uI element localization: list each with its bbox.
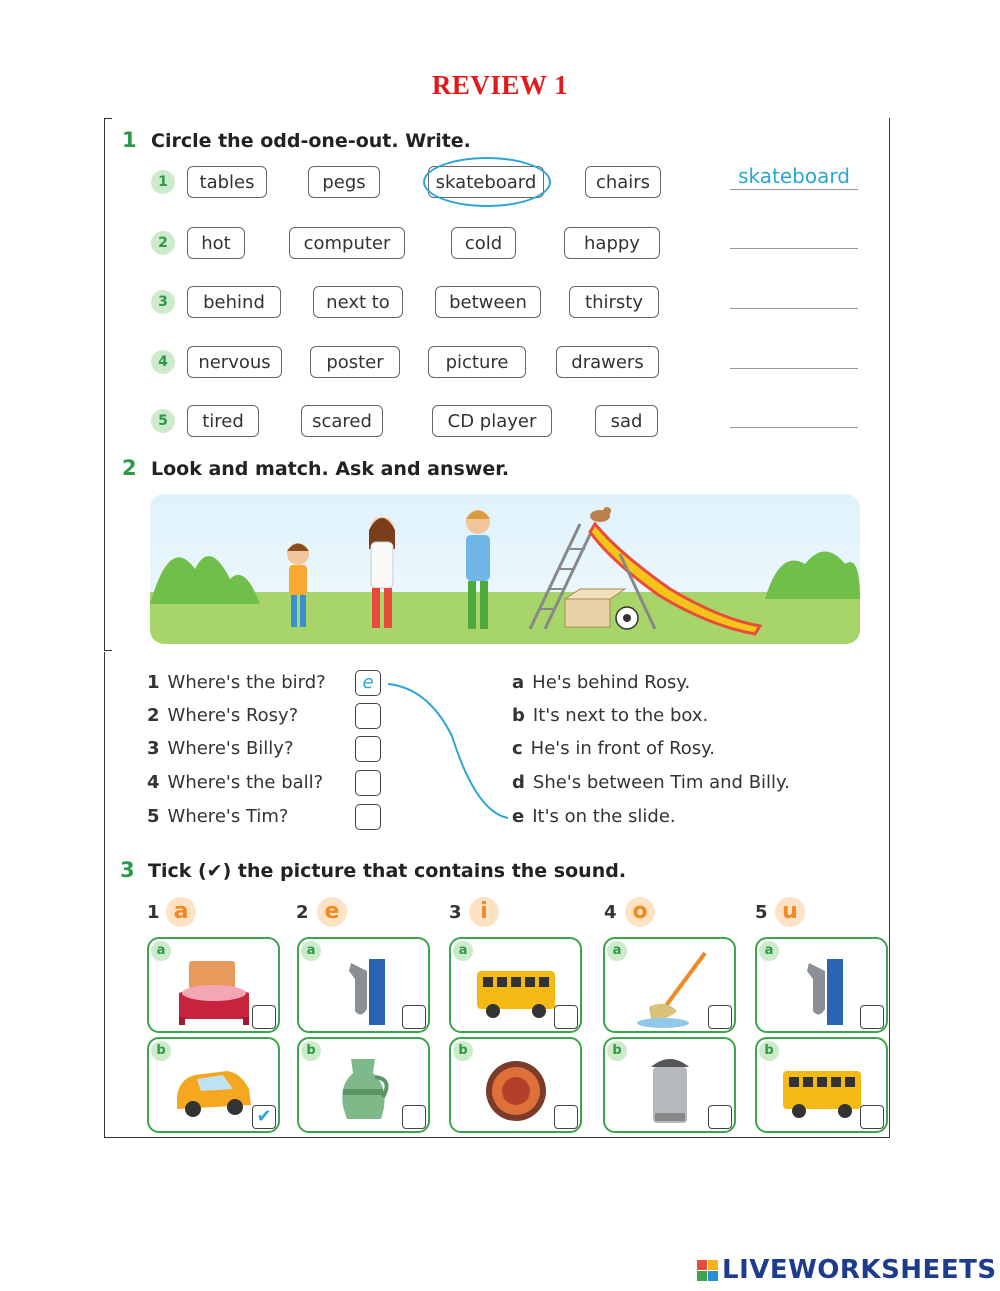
football [616, 607, 638, 629]
tick-box[interactable] [860, 1005, 884, 1029]
word-option[interactable]: skateboard [428, 166, 544, 198]
option-text: She's between Tim and Billy. [532, 772, 790, 793]
question-text: Where's Tim? [167, 806, 289, 827]
logo-square [708, 1271, 718, 1281]
item-number: 3 [449, 902, 462, 923]
answer-line [730, 248, 858, 249]
car-icon [171, 1049, 257, 1129]
bird [590, 507, 611, 522]
card-label: a [759, 941, 779, 961]
word-option[interactable]: cold [451, 227, 516, 259]
option-a [512, 672, 690, 693]
bush-right [765, 552, 860, 600]
question-3 [147, 738, 294, 759]
item-number: 4 [604, 902, 617, 923]
tick-box[interactable] [252, 1005, 276, 1029]
answer-line [730, 308, 858, 309]
logo-square [697, 1260, 707, 1270]
word-option[interactable]: scared [301, 405, 383, 437]
picture-card[interactable] [603, 1037, 736, 1133]
tick-box[interactable] [402, 1005, 426, 1029]
answer-circle [423, 157, 551, 207]
bus-icon [473, 949, 559, 1029]
frame-border-right [889, 118, 890, 1138]
card-label: b [453, 1041, 473, 1061]
playground-scene [150, 494, 860, 644]
card-label: b [759, 1041, 779, 1061]
word-option[interactable]: tables [187, 166, 267, 198]
frame-tick [104, 118, 112, 119]
word-option[interactable]: pegs [308, 166, 380, 198]
question-number: 3 [147, 738, 160, 759]
card-label: a [151, 941, 171, 961]
frame-border-left-lower [104, 652, 105, 1138]
option-d [512, 772, 790, 793]
tick-box[interactable] [554, 1105, 578, 1129]
word-option[interactable]: computer [289, 227, 405, 259]
word-option[interactable]: sad [595, 405, 658, 437]
picture-card[interactable] [603, 937, 736, 1033]
word-option[interactable]: drawers [556, 346, 659, 378]
bush-left [150, 556, 260, 604]
playground-illustration [150, 494, 860, 644]
answer-box[interactable]: e [355, 670, 381, 696]
sound-letter: i [469, 897, 499, 927]
picture-card[interactable] [449, 1037, 582, 1133]
card-label: a [453, 941, 473, 961]
mop-icon [627, 949, 713, 1029]
answer-line [730, 427, 858, 428]
option-c [512, 738, 715, 759]
liveworksheets-logo [697, 1254, 997, 1286]
tick-box[interactable] [554, 1005, 578, 1029]
word-option[interactable]: nervous [187, 346, 282, 378]
option-letter: d [512, 772, 525, 793]
logo-text: LIVEWORKSHEETS [722, 1255, 997, 1285]
jug-icon [321, 1049, 407, 1129]
peg-icon [321, 949, 407, 1029]
item-number: 2 [296, 902, 309, 923]
question-4 [147, 772, 323, 793]
page-title: REVIEW 1 [431, 70, 569, 100]
section-2-title: Look and match. Ask and answer. [151, 458, 510, 480]
option-letter: b [512, 705, 525, 726]
bus-icon [779, 1049, 865, 1129]
bed-icon [171, 949, 257, 1029]
row-number: 2 [151, 231, 175, 255]
word-option[interactable]: CD player [432, 405, 552, 437]
bin-icon [627, 1049, 713, 1129]
question-text: Where's the bird? [167, 672, 326, 693]
logo-square [697, 1271, 707, 1281]
word-option[interactable]: picture [428, 346, 526, 378]
frame-border-left [104, 118, 105, 650]
row-number: 4 [151, 350, 175, 374]
peg-icon [779, 949, 865, 1029]
question-text: Where's Rosy? [167, 705, 299, 726]
tick-box[interactable] [860, 1105, 884, 1129]
answer-box[interactable] [355, 703, 381, 729]
question-number: 1 [147, 672, 160, 693]
item-number: 5 [755, 902, 768, 923]
picture-card[interactable] [147, 1037, 280, 1133]
section-1-number: 1 [122, 128, 137, 152]
row-number: 1 [151, 170, 175, 194]
section-2-number: 2 [122, 456, 137, 480]
answer-line [730, 368, 858, 369]
word-option[interactable]: hot [187, 227, 245, 259]
sound-letter: a [166, 897, 196, 927]
question-number: 4 [147, 772, 160, 793]
word-option[interactable]: chairs [585, 166, 661, 198]
question-5 [147, 806, 288, 827]
option-text: He's behind Rosy. [532, 672, 691, 693]
frame-tick [104, 650, 112, 651]
picture-card[interactable] [297, 937, 430, 1033]
word-option[interactable]: thirsty [569, 286, 659, 318]
picture-card[interactable] [755, 1037, 888, 1133]
picture-card[interactable] [147, 937, 280, 1033]
picture-card[interactable] [755, 937, 888, 1033]
tick-box[interactable]: ✔ [252, 1105, 276, 1129]
word-option[interactable]: happy [564, 227, 660, 259]
sound-letter: o [625, 897, 655, 927]
option-b [512, 705, 708, 726]
tick-box[interactable] [708, 1105, 732, 1129]
question-2 [147, 705, 298, 726]
question-text: Where's Billy? [167, 738, 294, 759]
option-letter: c [512, 738, 523, 759]
row-number: 5 [151, 409, 175, 433]
sound-letter: u [775, 897, 805, 927]
word-option[interactable]: tired [187, 405, 259, 437]
section-3-number: 3 [120, 858, 135, 882]
picture-card[interactable] [297, 1037, 430, 1133]
logo-square [708, 1260, 718, 1270]
tick-box[interactable] [402, 1105, 426, 1129]
answer-box[interactable] [355, 770, 381, 796]
answer-text[interactable]: skateboard [738, 164, 850, 188]
card-label: a [607, 941, 627, 961]
answer-box[interactable] [355, 736, 381, 762]
option-text: It's on the slide. [532, 806, 676, 827]
question-1 [147, 672, 326, 693]
option-letter: e [512, 806, 525, 827]
option-letter: a [512, 672, 525, 693]
card-label: b [301, 1041, 321, 1061]
answer-box[interactable] [355, 804, 381, 830]
section-3-title: Tick (✔) the picture that contains the sound. [148, 860, 627, 882]
section-1-title: Circle the odd-one-out. Write. [151, 130, 471, 152]
card-label: b [151, 1041, 171, 1061]
sound-letter: e [317, 897, 347, 927]
answer-line [730, 189, 858, 190]
item-number: 1 [147, 902, 160, 923]
option-text: It's next to the box. [532, 705, 709, 726]
card-label: b [607, 1041, 627, 1061]
question-text: Where's the ball? [167, 772, 324, 793]
question-number: 2 [147, 705, 160, 726]
question-number: 5 [147, 806, 160, 827]
card-label: a [301, 941, 321, 961]
word-option[interactable]: between [435, 286, 541, 318]
row-number: 3 [151, 290, 175, 314]
option-e [512, 806, 676, 827]
logo-squares-icon [697, 1260, 718, 1281]
word-option[interactable]: behind [187, 286, 281, 318]
word-option[interactable]: next to [313, 286, 403, 318]
frame-border-bottom [104, 1137, 890, 1138]
tick-box[interactable] [708, 1005, 732, 1029]
match-connector-line [380, 676, 512, 826]
option-text: He's in front of Rosy. [530, 738, 715, 759]
fig-icon [473, 1049, 559, 1129]
word-option[interactable]: poster [310, 346, 400, 378]
picture-card[interactable] [449, 937, 582, 1033]
